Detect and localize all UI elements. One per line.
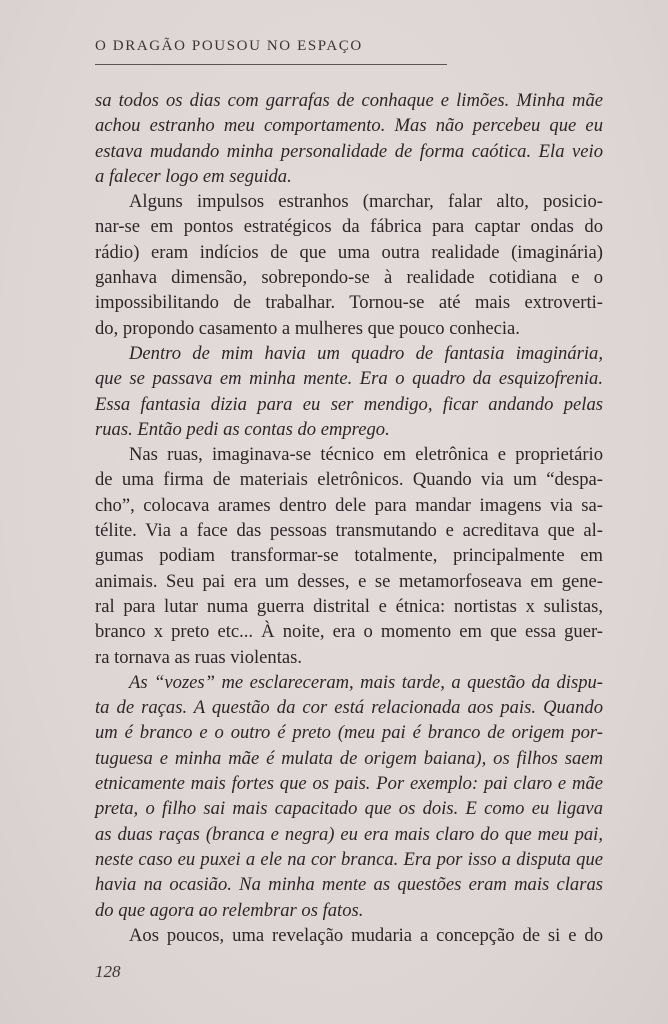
text-line: Dentro de mim havia um quadro de fantasia imaginária, [129,342,603,364]
text-line: Aos poucos, uma revelação mudaria a concepção de si e do [129,924,603,946]
running-head: O DRAGÃO POUSOU NO ESPAÇO [95,38,363,54]
text-line: Nas ruas, imaginava-se técnico em eletrônica e proprietário [129,444,603,466]
text-line: rádio) eram indícios de que uma outra realidade (imaginária) [95,241,603,263]
header-rule [95,64,447,65]
text-line: as duas raças (branca e negra) eu era mais claro do que meu pai, [95,823,603,845]
text-line: cho”, colocava arames dentro dele para mandar imagens via sa- [95,494,603,516]
text-line: ral para lutar numa guerra distrital e étnica: nortistas x sulistas, [95,595,603,617]
text-line: de uma firma de materiais eletrônicos. Quando via um “despa- [95,469,603,491]
body-text [95,88,603,948]
text-line: a falecer logo em seguida. [95,165,292,187]
text-line: achou estranho meu comportamento. Mas não percebeu que eu [95,115,603,137]
page-number: 128 [95,962,121,981]
text-line: animais. Seu pai era um desses, e se metamorfoseava em gene- [95,570,603,592]
text-line: Essa fantasia dizia para eu ser mendigo, ficar andando pelas [95,393,603,415]
text-line: tuguesa e minha mãe é mulata de origem baiana), os filhos saem [95,747,603,769]
text-line: ganhava dimensão, sobrepondo-se à realidade cotidiana e o [95,267,603,289]
text-line: gumas podiam transformar-se totalmente, principalmente em [95,545,603,567]
text-line: ra tornava as ruas violentas. [95,646,303,668]
text-line: estava mudando minha personalidade de forma caótica. Ela veio [95,140,603,162]
text-line: neste caso eu puxei a ele na cor branca. Era por isso a disputa que [95,848,603,870]
text-line: Alguns impulsos estranhos (marchar, falar alto, posicio- [129,191,603,213]
text-line: havia na ocasião. Na minha mente as questões eram mais claras [95,874,603,896]
text-line: nar-se em pontos estratégicos da fábrica para captar ondas do [95,216,603,238]
text-line: etnicamente mais fortes que os pais. Por exemplo: pai claro e mãe [95,773,603,795]
text-line: do que agora ao relembrar os fatos. [95,899,364,921]
text-line: As “vozes” me esclareceram, mais tarde, a questão da dispu- [129,671,603,693]
text-line: ta de raças. A questão da cor está relacionada aos pais. Quando [95,697,603,719]
text-line: do, propondo casamento a mulheres que pouco conhecia. [95,317,520,339]
text-line: branco x preto etc... À noite, era o momento em que essa guer- [95,621,603,643]
text-line: sa todos os dias com garrafas de conhaque e limões. Minha mãe [95,90,603,111]
text-line: que se passava em minha mente. Era o quadro da esquizofrenia. [95,368,603,390]
text-line: um é branco e o outro é preto (meu pai é branco de origem por- [95,722,603,744]
text-line: télite. Via a face das pessoas transmutando e acreditava que al- [95,520,603,542]
text-line: preta, o filho sai mais capacitado que os dois. E como eu ligava [95,798,603,820]
text-line: impossibilitando de trabalhar. Tornou-se até mais extroverti- [95,292,603,314]
text-line: ruas. Então pedi as contas do emprego. [95,418,390,440]
